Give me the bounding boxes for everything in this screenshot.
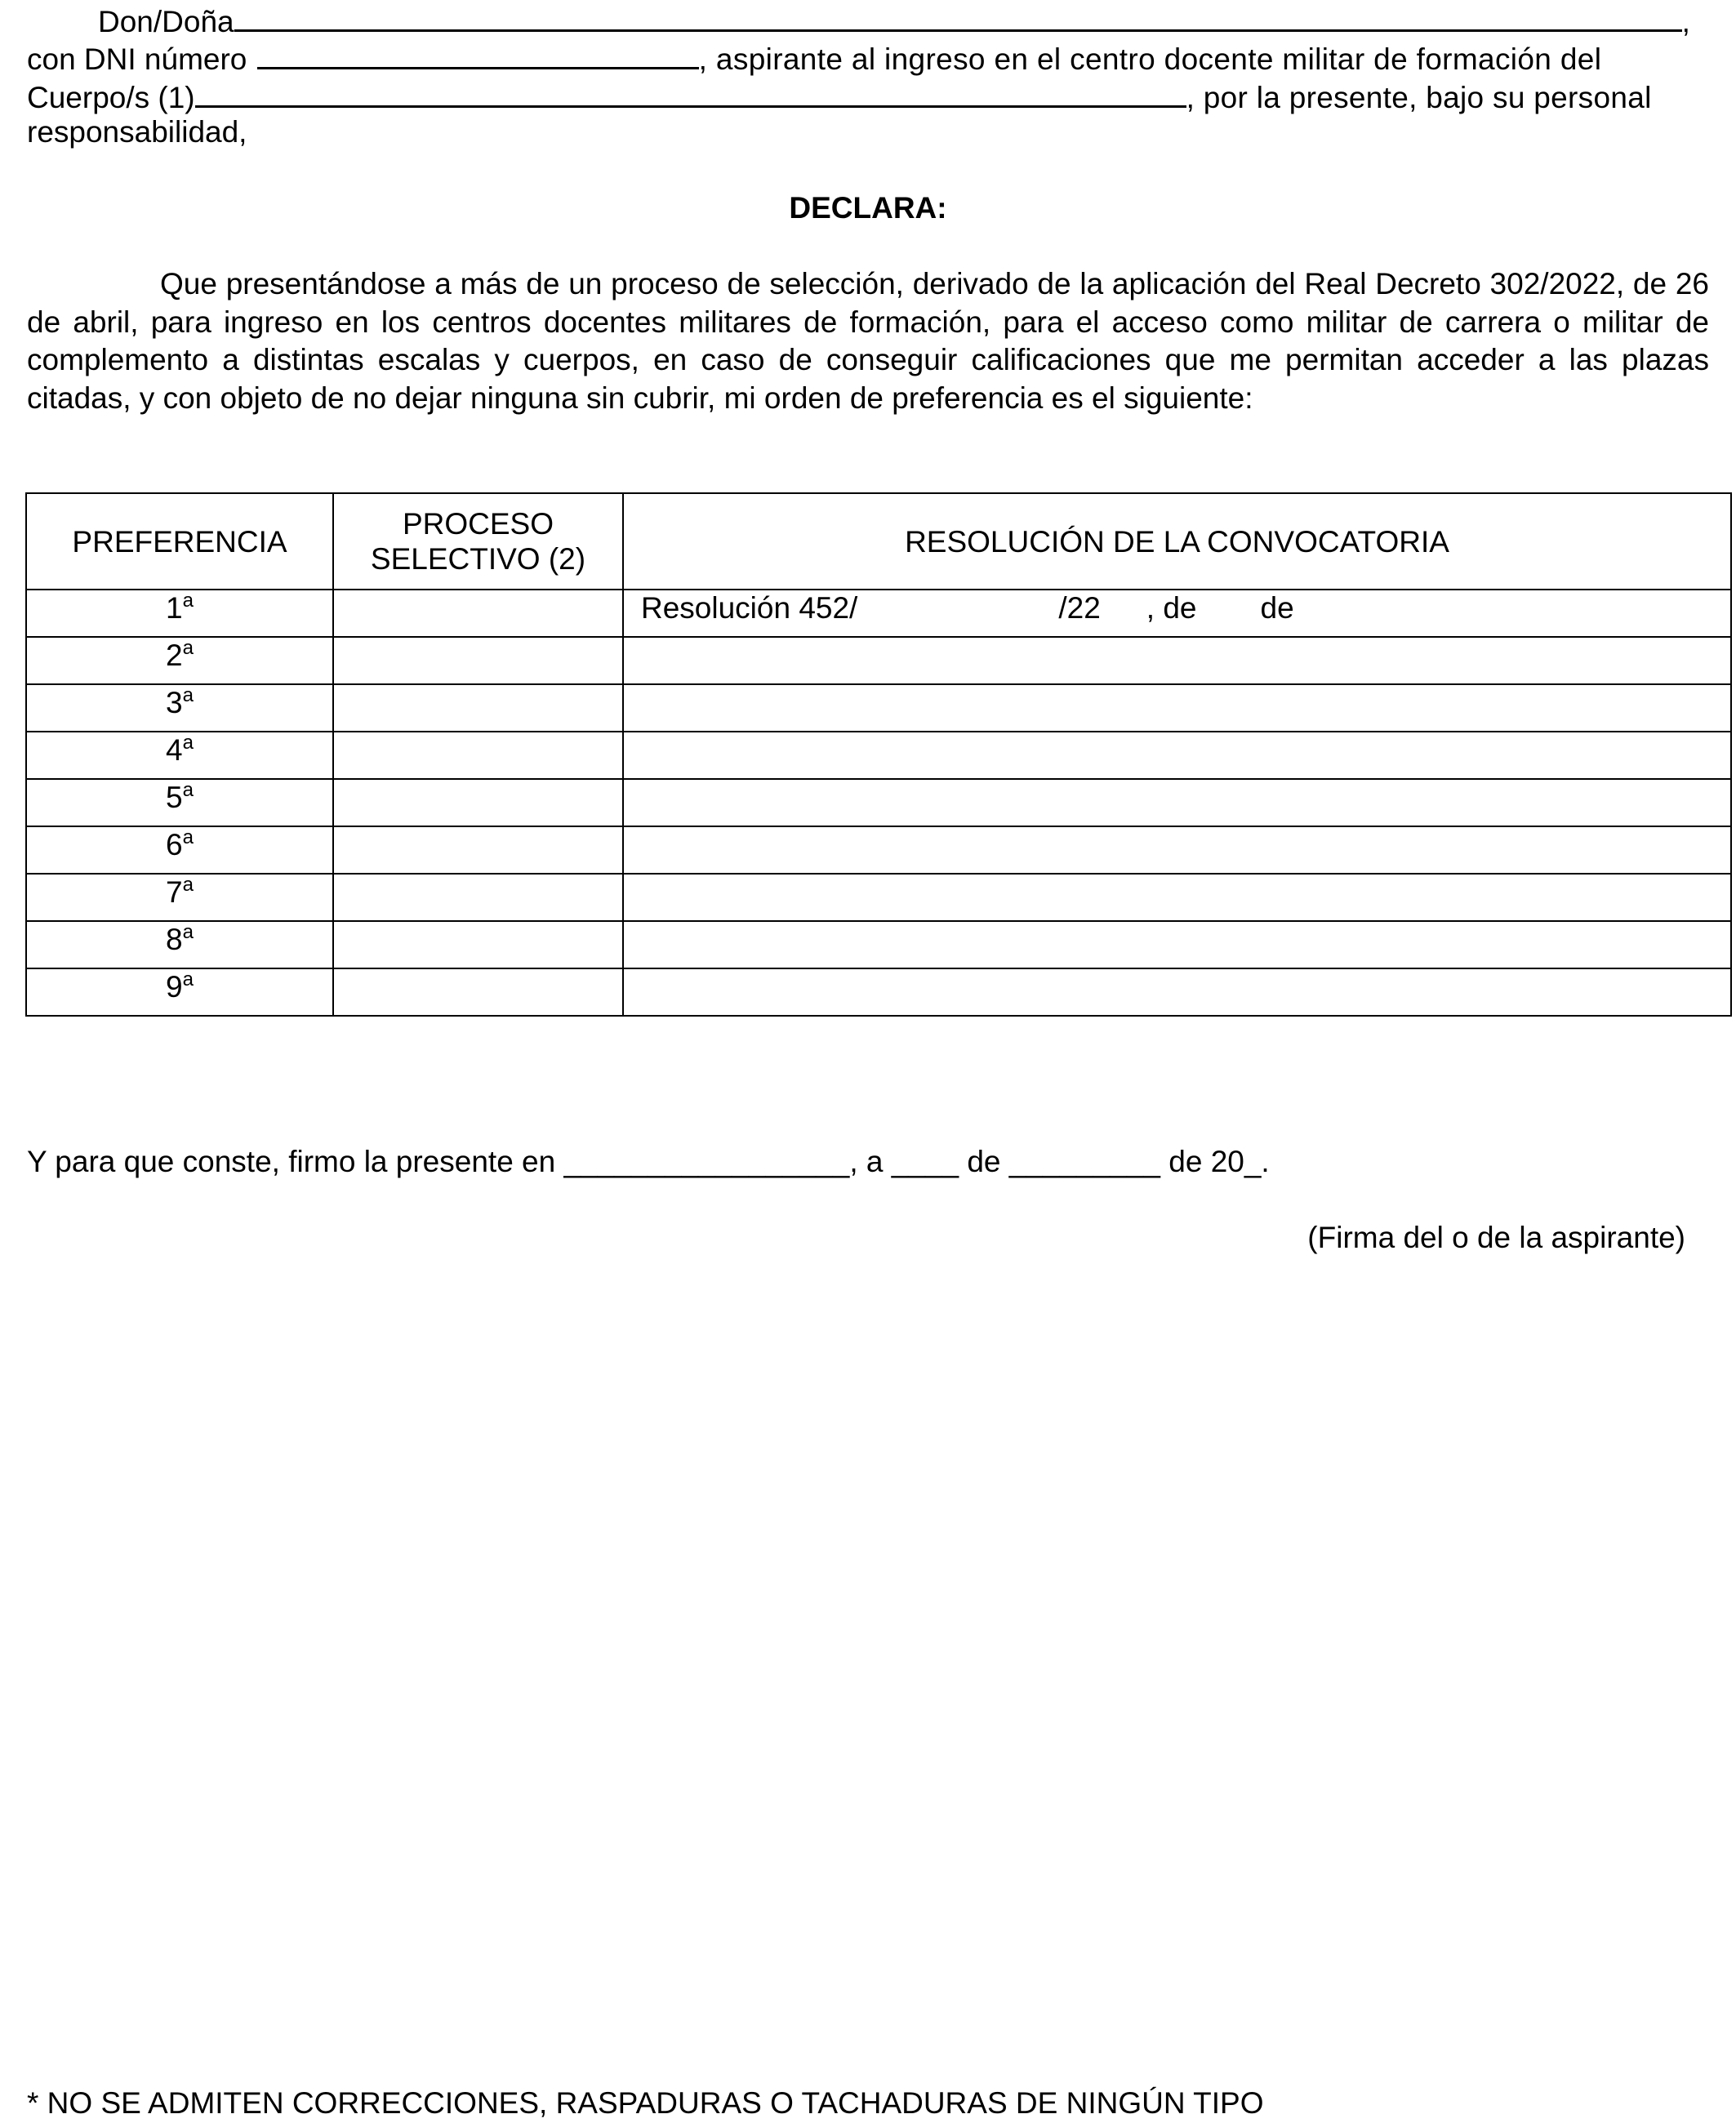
table-row xyxy=(26,826,1731,874)
col-proceso-line1: PROCESO xyxy=(402,507,554,541)
responsabilidad-text: responsabilidad, xyxy=(27,115,247,149)
closing-text-d: de 20_. xyxy=(1168,1145,1270,1178)
preference-rank: 7$^a$ xyxy=(26,874,333,921)
proceso-cell[interactable] xyxy=(333,968,623,1016)
declaration-body xyxy=(27,265,1709,417)
cuerpo-line xyxy=(27,76,1709,118)
closing-text-b: , a xyxy=(849,1145,884,1178)
table-row xyxy=(26,968,1731,1016)
resolucion-cell[interactable] xyxy=(623,637,1731,684)
proceso-cell[interactable] xyxy=(333,732,623,779)
dni-field[interactable] xyxy=(257,38,699,69)
resolucion-cell[interactable] xyxy=(623,921,1731,968)
resolucion-cell[interactable] xyxy=(623,732,1731,779)
cuerpo-after: , por la presente, bajo su personal xyxy=(1186,81,1652,114)
don-line xyxy=(27,0,1709,42)
proceso-cell[interactable] xyxy=(333,921,623,968)
col-resolucion-header: RESOLUCIÓN DE LA CONVOCATORIA xyxy=(623,493,1731,590)
table-row xyxy=(26,590,1731,637)
dni-label: con DNI número xyxy=(27,42,247,76)
name-field[interactable] xyxy=(234,0,1682,32)
don-label: Don/Doña xyxy=(98,5,234,38)
table-row xyxy=(26,637,1731,684)
table-row xyxy=(26,874,1731,921)
place-blank[interactable]: _________________ xyxy=(563,1145,850,1178)
preference-rank: 3$^a$ xyxy=(26,684,333,732)
signature-note: (Firma del o de la aspirante) xyxy=(1307,1221,1685,1254)
proceso-cell[interactable] xyxy=(333,637,623,684)
proceso-cell[interactable] xyxy=(333,684,623,732)
table-header-row xyxy=(26,493,1731,590)
proceso-cell[interactable] xyxy=(333,779,623,826)
cuerpo-field[interactable] xyxy=(195,76,1186,108)
closing-text-c: de xyxy=(967,1145,1001,1178)
resolucion-de: , de xyxy=(1146,591,1197,625)
resolucion-cell[interactable] xyxy=(623,590,1731,637)
declaration-paragraph: Que presentándose a más de un proceso de selección, derivado de la aplicación del Real Decreto 302/2022, de 26 de abril, para ingreso en los centros docentes militares de formación, para el acceso como militar de carrera o militar de complemento a distintas escalas y cuerpos, en caso de conseguir calificaciones que me permitan acceder a las plazas citadas, y con objeto de no dejar ninguna sin cubrir, mi orden de preferencia es el siguiente: xyxy=(27,267,1709,415)
closing-line xyxy=(27,1143,1270,1182)
closing-text-a: Y para que conste, firmo la presente en xyxy=(27,1145,556,1178)
resolucion-cell[interactable] xyxy=(623,874,1731,921)
resolucion-cell[interactable] xyxy=(623,826,1731,874)
table-row xyxy=(26,779,1731,826)
resolucion-prefix: Resolución 452/ xyxy=(641,591,858,625)
table-row xyxy=(26,684,1731,732)
don-end: , xyxy=(1681,5,1690,38)
resolucion-cell[interactable] xyxy=(623,684,1731,732)
dni-line xyxy=(27,38,1709,79)
proceso-cell[interactable] xyxy=(333,874,623,921)
preference-rank: 6$^a$ xyxy=(26,826,333,874)
month-blank[interactable]: _________ xyxy=(1008,1145,1160,1178)
responsabilidad-line xyxy=(27,113,1709,152)
dni-after: , aspirante al ingreso en el centro docente militar de formación del xyxy=(698,42,1602,76)
resolucion-de-2: de xyxy=(1260,591,1294,625)
cuerpo-label: Cuerpo/s (1) xyxy=(27,81,195,114)
preference-rank: 5$^a$ xyxy=(26,779,333,826)
resolucion-cell[interactable] xyxy=(623,779,1731,826)
preference-table xyxy=(25,492,1732,1017)
resolucion-year: /22 xyxy=(1058,591,1101,625)
resolucion-cell[interactable] xyxy=(623,968,1731,1016)
col-preferencia-header: PREFERENCIA xyxy=(26,493,333,590)
footer-note: * NO SE ADMITEN CORRECCIONES, RASPADURAS O TACHADURAS DE NINGÚN TIPO xyxy=(27,2086,1264,2120)
proceso-cell[interactable] xyxy=(333,590,623,637)
day-blank[interactable]: ____ xyxy=(891,1145,959,1178)
declara-heading: DECLARA: xyxy=(789,191,947,225)
table-row xyxy=(26,921,1731,968)
preference-rank: 9$^a$ xyxy=(26,968,333,1016)
col-proceso-header xyxy=(333,493,623,590)
table-row xyxy=(26,732,1731,779)
preference-rank: 2$^a$ xyxy=(26,637,333,684)
proceso-cell[interactable] xyxy=(333,826,623,874)
preference-rank: 1$^a$ xyxy=(26,590,333,637)
preference-rank: 4$^a$ xyxy=(26,732,333,779)
col-proceso-line2: SELECTIVO (2) xyxy=(370,542,586,576)
preference-rank: 8$^a$ xyxy=(26,921,333,968)
